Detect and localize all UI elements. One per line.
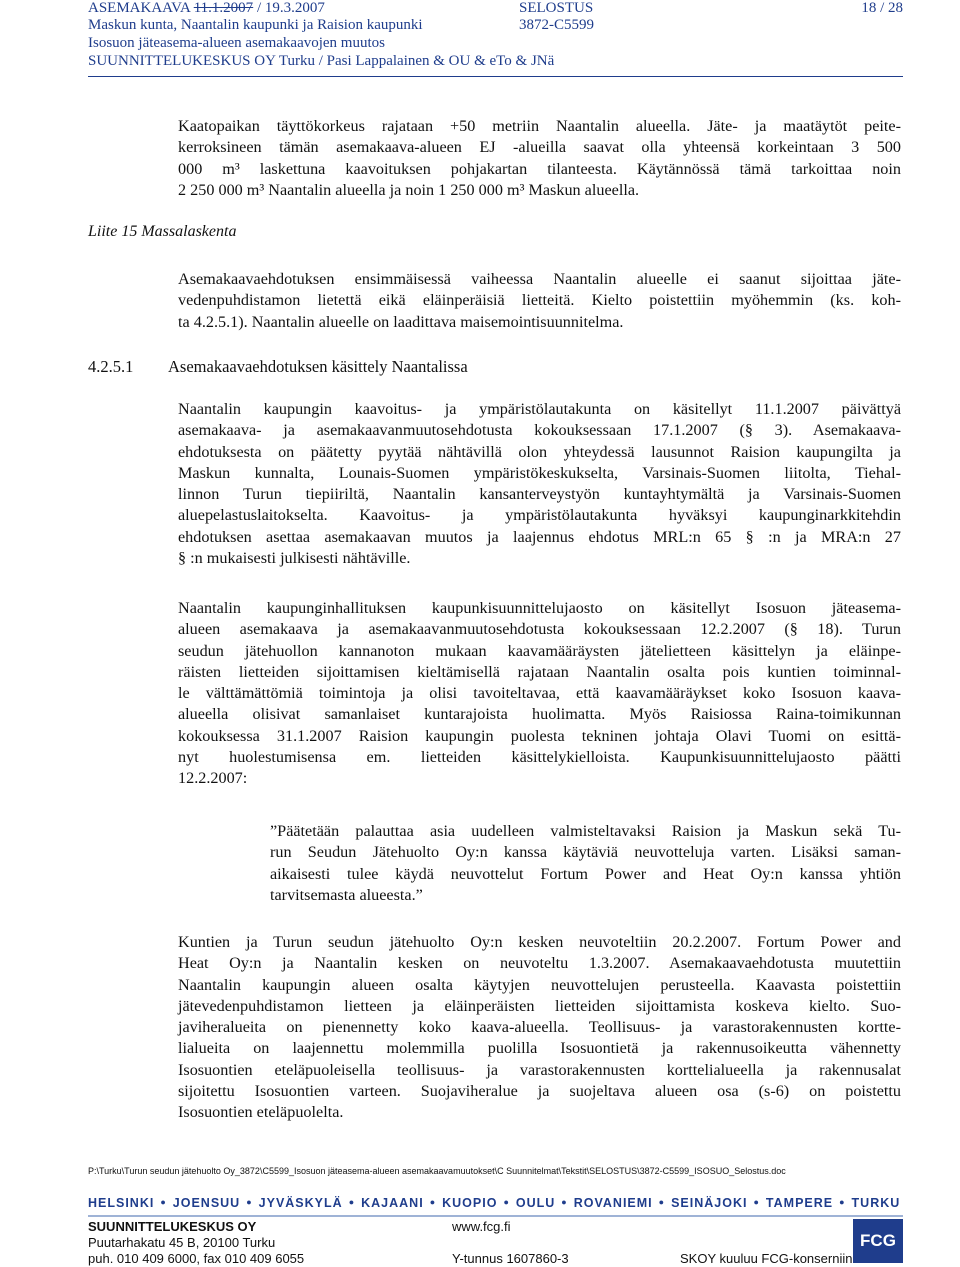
paragraph-negotiations: Kuntien ja Turun seudun jätehuolto Oy:n kesken neuvoteltiin 20.2.2007. Fortum Power and Heat Oy:n ja Naantalin kesken on neuvoteltu 1.3.2007. Asemakaavaehdotusta muutettiin Naantalin kaupungin alueen osalta käytyjen neuvottelujen perusteella. Kaavasta poistettiin jätevedenpuhdistamon lietteen ja eläinperäisten lietteiden sijoittamista koskeva kielto. Suo- javiheralueita on pienennetty koko kaava-alueella. Teollisuus- ja varastorakennusten kortte- lialueita on laajennettu molemmilla puolilla Isosuontietä ja rakennusoikeutta vähennetty Isosuontien eteläpuoleisella teollisuus- ja varastorakennusten korttelialueella ja rakennusalat sijoitettu Isosuontien varteen. Suojaviheralue ja suojeltava alueen osa (s-6) on poistettu Isosuontien eteläpuolelta.	[178, 933, 901, 1122]
city-kuopio: KUOPIO	[442, 1196, 498, 1210]
doc-type: SELOSTUS	[519, 0, 594, 16]
paragraph-fill-height: Kaatopaikan täyttökorkeus rajataan +50 metriin Naantalin alueella. Jäte- ja maatäytöt peite- kerroksineen tämän asemakaava-alueen EJ -alueilla saavat olla yhteensä korkeintaan 3 500 000 m³ laskettuna kaavoituksen pohjakartan tilanteesta. Käytännössä tämä tarkoittaa noin 2 250 000 m³ Naantalin alueella ja noin 1 250 000 m³ Maskun alueella.	[178, 117, 901, 199]
header-plan-dates: ASEMAKAAVA 11.1.2007 / 19.3.2007	[88, 0, 325, 16]
company-website[interactable]: www.fcg.fi	[452, 1219, 511, 1234]
header-project-title: Isosuon jäteasema-alueen asemakaavojen muutos	[88, 35, 385, 51]
section-title: Asemakaavaehdotuksen käsittely Naantalissa	[168, 357, 468, 376]
business-id: Y-tunnus 1607860-3	[452, 1251, 569, 1266]
page-header	[88, 0, 903, 80]
file-path: P:\Turku\Turun seudun jätehuolto Oy_3872\C5599_Isosuon jäteasema-alueen asemakaavamuutokset\C Suunnitelmat\Tekstit\SELOSTUS\3872-C5599_ISOSUO_Selostus.doc	[88, 1166, 786, 1176]
city-oulu: OULU	[515, 1196, 556, 1210]
paragraph-city-board: Naantalin kaupunginhallituksen kaupunkisuunnittelujaosto on käsitellyt Isosuon jäteasema- alueen asemakaava ja asemakaavanmuutosehdotusta kokouksessaan 12.2.2007 (§ 18). Turun seudun jätehuollon kannanoton mukaan kaavamääräysten jätelietteen käsittelyn ja eläinpe- räisten lietteiden sijoittamisen kieltämisellä rajataan Naantalin osalta pois kuntien toiminnal- le välttämättömiä toimintoja ja olisi tavoiteltavaa, että kaavamääräykset koko Isosuon kaava- alueella olisivat samanlaiset kuntarajoista huolimatta. Myös Raisiossa Raina-toimikunnan kokouksessa 31.1.2007 Raision kaupungin puolesta tekninen johtaja Olavi Tuomi on esittä- nyt huolestumisensa em. lietteiden käsittelykielloista. Kaupunkisuunnittelujaosto päätti 12.2.2007:	[178, 599, 901, 788]
city-turku: TURKU	[851, 1196, 901, 1210]
fcg-logo: FCG	[853, 1219, 903, 1263]
company-name: SUUNNITTELUKESKUS OY	[88, 1219, 257, 1234]
city-joensuu: JOENSUU	[172, 1196, 241, 1210]
city-rovaniemi: ROVANIEMI	[573, 1196, 653, 1210]
footer-rule	[88, 1215, 903, 1217]
company-phone: puh. 010 409 6000, fax 010 409 6055	[88, 1251, 305, 1266]
city-kajaani: KAJAANI	[361, 1196, 424, 1210]
header-rule	[88, 76, 903, 77]
group-membership: SKOY kuuluu FCG-konserniin	[680, 1251, 853, 1266]
city-jyvaskyla: JYVÄSKYLÄ	[258, 1196, 343, 1210]
struck-date: 11.1.2007	[193, 0, 254, 16]
project-code: 3872-C5599	[519, 17, 594, 33]
paragraph-committee: Naantalin kaupungin kaavoitus- ja ympäristölautakunta on käsitellyt 11.1.2007 päivättyä asemakaava- ja asemakaavanmuutosehdotusta kokouksessaan 17.1.2007 (§ 3). Asemakaava- ehdotuksesta on päätetty pyytää nähtävillä olon yhteydessä lausunnot Raision kaupungilta ja Maskun kunnalta, Lounais-Suomen ympäristökeskukselta, Varsinais-Suomen liitolta, Tiehal- linnon Turun tiepiiriltä, Naantalin kansanterveystyön kuntayhtymältä ja Varsinais-Suomen aluepelastuslaitokselta. Kaavoitus- ja ympäristölautakunta hyväksyi kaupunginarkkitehdin ehdotuksen asettaa asemakaavan muutos ja laajennus ehdotus MRL:n 65 § :n ja MRA:n 27 § :n mukaisesti julkisesti nähtäville.	[178, 400, 901, 568]
section-number: 4.2.5.1	[88, 357, 134, 376]
header-authors: SUUNNITTELUKESKUS OY Turku / Pasi Lappalainen & OU & eTo & JNä	[88, 53, 555, 69]
header-municipalities: Maskun kunta, Naantalin kaupunki ja Raision kaupunki	[88, 17, 423, 33]
city-tampere: TAMPERE	[765, 1196, 834, 1210]
paragraph-first-phase: Asemakaavaehdotuksen ensimmäisessä vaiheessa Naantalin alueelle ei saanut sijoittaa jäte- vedenpuhdistamon lietettä eikä eläinperäisiä lietteitä. Kielto poistettiin myöhemmin (ks. koh- ta 4.2.5.1). Naantalin alueelle on laadittava maisemointisuunnitelma.	[178, 270, 901, 331]
page-number: 18 / 28	[861, 0, 903, 16]
city-seinajoki: SEINÄJOKI	[671, 1196, 748, 1210]
office-cities: HELSINKI ● JOENSUU ● JYVÄSKYLÄ ● KAJAANI ● KUOPIO ● OULU ● ROVANIEMI ● SEINÄJOKI ● TAMPERE ● TURKU	[88, 1196, 901, 1210]
appendix-reference: Liite 15 Massalaskenta	[88, 223, 237, 240]
city-helsinki: HELSINKI	[88, 1196, 155, 1210]
company-address: Puutarhakatu 45 B, 20100 Turku	[88, 1235, 276, 1250]
decision-quote: ”Päätetään palauttaa asia uudelleen valmisteltavaksi Raision ja Maskun sekä Tu- run Seudun Jätehuolto Oy:n kanssa käytäviä neuvotteluja varten. Lisäksi saman- aikaisesti tulee käydä neuvottelut Fortum Power and Heat Oy:n kanssa yhtiön tarvitsemasta alueesta.”	[270, 822, 901, 904]
